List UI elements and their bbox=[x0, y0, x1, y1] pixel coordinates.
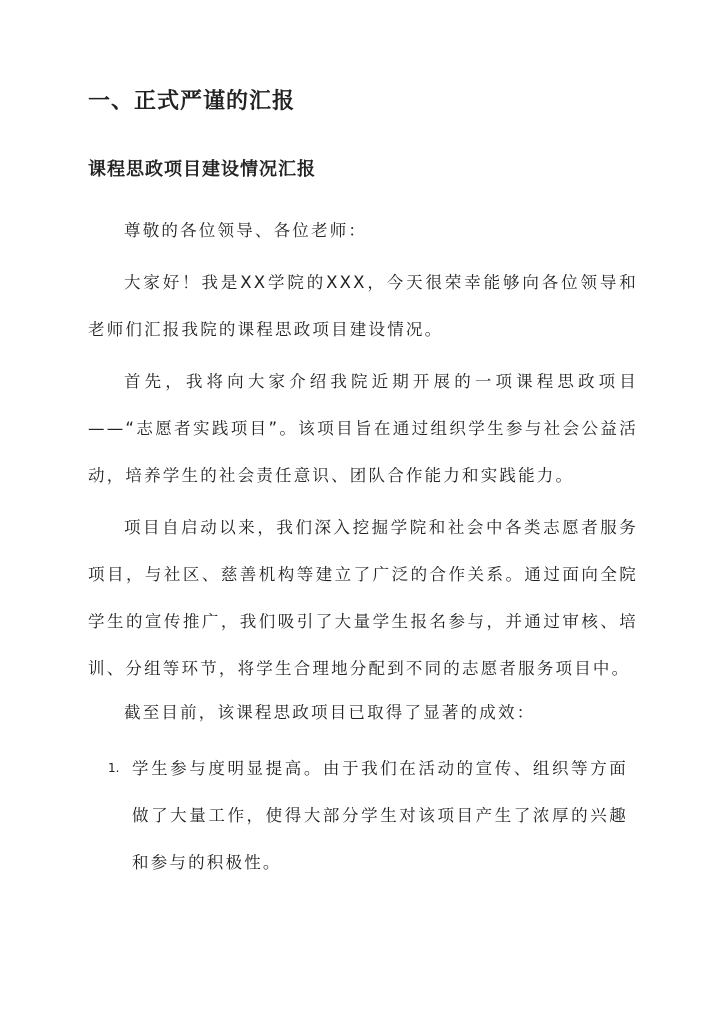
paragraph-intro: 大家好！我是XX学院的XXX，今天很荣幸能够向各位领导和老师们汇报我院的课程思政项目建设情况。 bbox=[88, 273, 638, 339]
list-item-text: 学生参与度明显提高。由于我们在活动的宣传、组织等方面做了大量工作，使得大部分学生对该项目产生了浓厚的兴趣和参与的积极性。 bbox=[132, 759, 628, 872]
paragraph-project-progress: 项目自启动以来，我们深入挖掘学院和社会中各类志愿者服务项目，与社区、慈善机构等建立了广泛的合作关系。通过面向全院学生的宣传推广，我们吸引了大量学生报名参与，并通过审核、培训、分组等环节，将学生合理地分配到不同的志愿者服务项目中。 bbox=[88, 518, 638, 678]
list-item-number: 1. bbox=[108, 761, 120, 775]
greeting-line: 尊敬的各位领导、各位老师： bbox=[124, 221, 368, 240]
report-title: 课程思政项目建设情况汇报 bbox=[88, 159, 316, 180]
list-item bbox=[108, 745, 628, 886]
section-heading: 一、正式严谨的汇报 bbox=[88, 89, 296, 114]
results-list bbox=[108, 745, 628, 886]
paragraph-results-lead: 截至目前，该课程思政项目已取得了显著的成效： bbox=[124, 703, 536, 722]
paragraph-project-intro: 首先，我将向大家介绍我院近期开展的一项课程思政项目——“志愿者实践项目”。该项目旨在通过组织学生参与社会公益活动，培养学生的社会责任意识、团队合作能力和实践能力。 bbox=[88, 372, 638, 485]
